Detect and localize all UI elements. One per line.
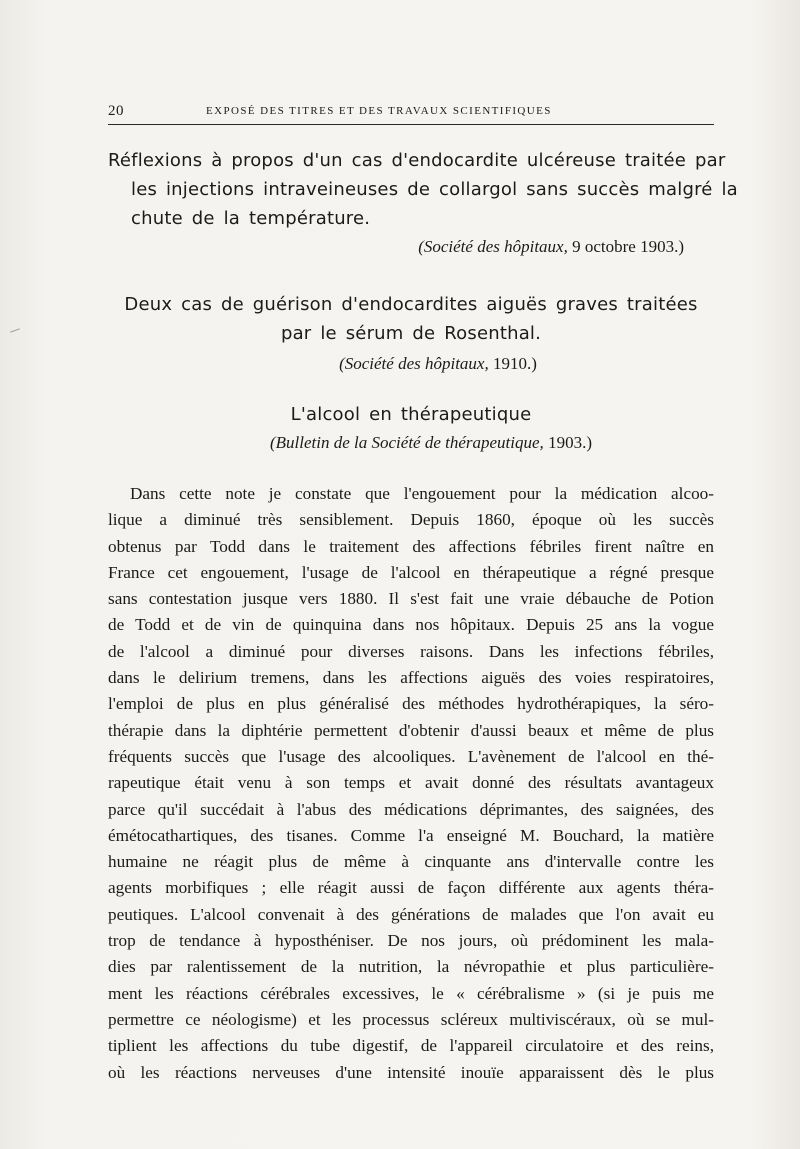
body-line: peutiques. L'alcool convenait à des générations de malades que l'on avait eu xyxy=(108,904,714,924)
body-line: agents morbifiques ; elle réagit aussi de façon différente aux agents théra- xyxy=(108,878,714,898)
title-line: Deux cas de guérison d'endocardites aiguës graves traitées xyxy=(124,294,698,315)
body-line: France cet engouement, l'usage de l'alcool en thérapeutique a régné presque xyxy=(108,562,714,582)
section-title-alcool xyxy=(108,400,714,429)
body-line: dans le delirium tremens, dans les affections aiguës des voies respiratoires, xyxy=(108,668,714,688)
body-line: permettre ce néologisme) et les processus scléreux multiviscéraux, où se mul- xyxy=(108,1009,714,1029)
body-line: thérapie dans la diphtérie permettent d'obtenir d'aussi beaux et même de plus xyxy=(108,720,714,740)
source-journal: (Société des hôpitaux, xyxy=(418,237,568,256)
source-journal: (Bulletin de la Société de thérapeutique, xyxy=(270,433,544,452)
section-source-rosenthal xyxy=(135,353,741,375)
body-line: émétocathartiques, des tisanes. Comme l'a enseigné M. Bouchard, la matière xyxy=(108,825,714,845)
body-line: obtenus par Todd dans le traitement des affections fébriles firent naître en xyxy=(108,536,714,556)
source-date: 9 octobre 1903.) xyxy=(567,237,684,256)
title-line: par le sérum de Rosenthal. xyxy=(280,323,542,344)
source-date: 1910.) xyxy=(488,354,537,373)
source-date: 1903.) xyxy=(543,433,592,452)
title-line: Réflexions à propos d'un cas d'endocardite ulcéreuse traitée par xyxy=(108,150,726,171)
source-journal: (Société des hôpitaux, xyxy=(339,354,489,373)
section-source-collargol xyxy=(108,236,684,258)
body-line: rapeutique était venu à son temps et avait donné des résultats avantageux xyxy=(108,773,714,793)
body-paragraph xyxy=(108,481,714,1086)
page-number: 20 xyxy=(108,103,124,119)
body-line: où les réactions nerveuses d'une intensité inouïe apparaissent dès le plus xyxy=(108,1062,714,1082)
header-rule xyxy=(108,124,714,125)
body-line: l'emploi de plus en plus généralisé des méthodes hydrothérapiques, la séro- xyxy=(108,694,714,714)
body-line: lique a diminué très sensiblement. Depuis 1860, époque où les succès xyxy=(108,510,714,530)
title-line: L'alcool en thérapeutique xyxy=(290,404,532,425)
body-line: fréquents succès que l'usage des alcooliques. L'avènement de l'alcool en thé- xyxy=(108,746,714,766)
body-line: tiplient les affections du tube digestif, de l'appareil circulatoire et des reins, xyxy=(108,1036,714,1056)
section-title-collargol xyxy=(108,146,738,233)
body-line: ment les réactions cérébrales excessives, le « cérébralisme » (si je puis me xyxy=(108,983,714,1003)
body-line: de Todd et de vin de quinquina dans nos hôpitaux. Depuis 25 ans la vogue xyxy=(108,615,714,635)
body-line: parce qu'il succédait à l'abus des médications déprimantes, des saignées, des xyxy=(108,799,714,819)
body-line: de l'alcool a diminué pour diverses raisons. Dans les infections fébriles, xyxy=(108,641,714,661)
title-line: les injections intraveineuses de collargol sans succès malgré la xyxy=(131,179,738,200)
title-line: chute de la température. xyxy=(131,208,371,229)
body-line: sans contestation jusque vers 1880. Il s'est fait une vraie débauche de Potion xyxy=(108,589,714,609)
body-line: dies par ralentissement de la nutrition, la névropathie et plus particulière- xyxy=(108,957,714,977)
margin-mark xyxy=(10,328,20,332)
section-title-rosenthal xyxy=(108,290,714,348)
body-line: Dans cette note je constate que l'engouement pour la médication alcoo- xyxy=(130,484,714,503)
running-header xyxy=(108,103,714,123)
running-title: EXPOSÉ DES TITRES ET DES TRAVAUX SCIENTIFIQUES xyxy=(206,105,552,117)
section-source-alcool xyxy=(128,432,734,454)
body-line: trop de tendance à hyposthéniser. De nos jours, où prédominent les mala- xyxy=(108,931,714,951)
body-line: humaine ne réagit plus de même à cinquante ans d'intervalle contre les xyxy=(108,852,714,872)
